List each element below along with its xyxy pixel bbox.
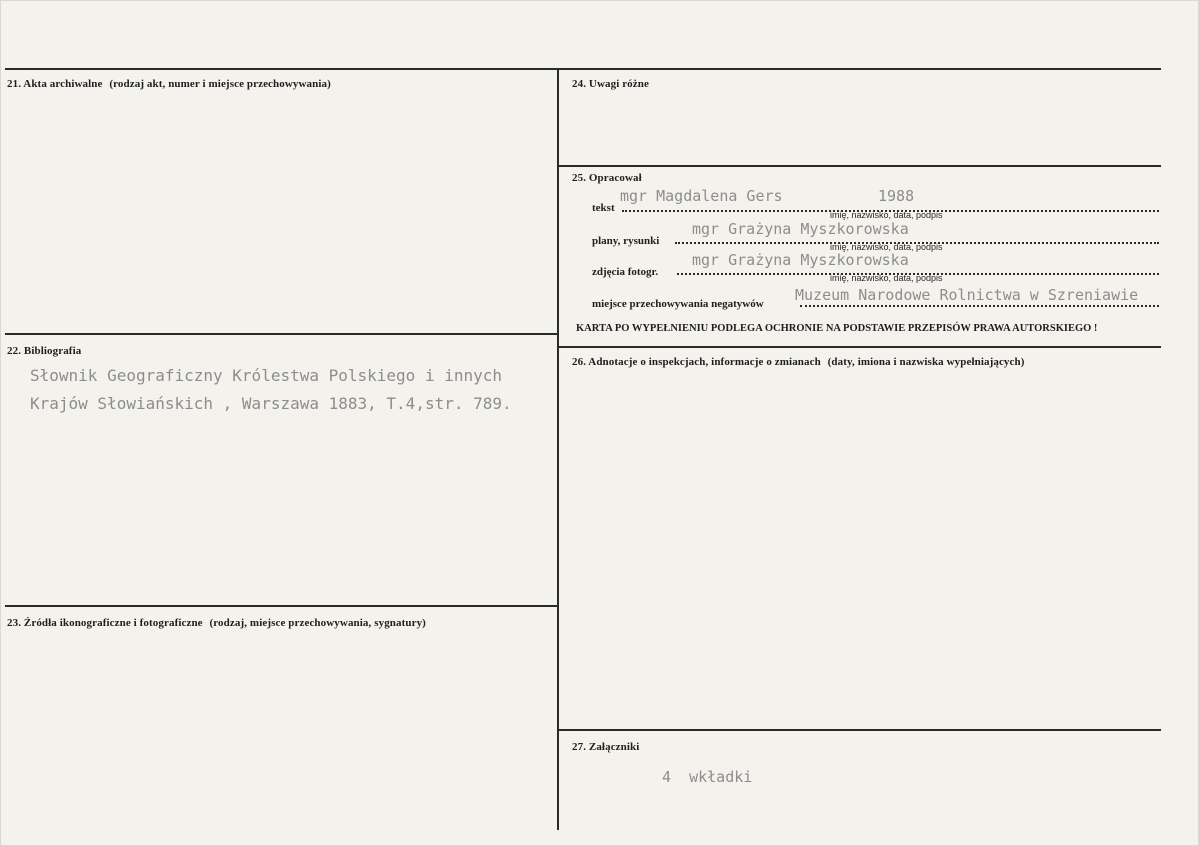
section-26-label (572, 356, 1025, 368)
section-27-label (572, 741, 639, 753)
section-26-sublabel: (daty, imiona i nazwiska wypełniających) (827, 356, 1025, 368)
zdjecia-hint: imię, nazwisko, data, podpis (830, 273, 943, 283)
divider-25-26 (558, 346, 1161, 348)
divider-24-25 (558, 165, 1161, 167)
section-23-label (7, 617, 426, 629)
zdjecia-value: mgr Grażyna Myszkorowska (692, 251, 909, 269)
center-divider (557, 68, 559, 830)
plany-hint: imię, nazwisko, data, podpis (830, 242, 943, 252)
divider-21-22 (5, 333, 558, 335)
divider-26-27 (558, 729, 1161, 731)
section-26-title: 26. Adnotacje o inspekcjach, informacje o zmianach (572, 356, 821, 368)
section-22-title: 22. Bibliografia (7, 345, 82, 357)
divider-22-23 (5, 605, 558, 607)
tekst-label: tekst (592, 202, 615, 214)
negatywy-dotted-line (800, 305, 1159, 307)
plany-value: mgr Grażyna Myszkorowska (692, 220, 909, 238)
section-21-label (7, 78, 331, 90)
negatywy-value: Muzeum Narodowe Rolnictwa w Szreniawie (795, 286, 1139, 304)
section-27-title: 27. Załączniki (572, 741, 640, 753)
section-24-title: 24. Uwagi różne (572, 78, 649, 90)
copyright-notice: KARTA PO WYPEŁNIENIU PODLEGA OCHRONIE NA PODSTAWIE PRZEPISÓW PRAWA AUTORSKIEGO ! (576, 323, 1098, 334)
zdjecia-label: zdjęcia fotogr. (592, 266, 659, 278)
plany-label: plany, rysunki (592, 235, 660, 247)
section-25-label (572, 172, 642, 184)
section-21-sublabel: (rodzaj akt, numer i miejsce przechowywania) (109, 78, 331, 90)
tekst-year: 1988 (878, 187, 915, 205)
section-23-sublabel: (rodzaj, miejsce przechowywania, sygnatury) (209, 617, 426, 629)
bibliography-line-2: Krajów Słowiańskich , Warszawa 1883, T.4,str. 789. (30, 394, 512, 413)
section-23-title: 23. Źródła ikonograficzne i fotograficzne (7, 617, 203, 629)
section-22-label (7, 345, 81, 357)
attachments-value: 4 wkładki (662, 768, 753, 786)
section-21-title: 21. Akta archiwalne (7, 78, 103, 90)
tekst-hint: imię, nazwisko, data, podpis (830, 210, 943, 220)
section-24-label (572, 78, 649, 90)
section-25-title: 25. Opracował (572, 172, 642, 184)
bibliography-line-1: Słownik Geograficzny Królestwa Polskiego i innych (30, 366, 503, 385)
top-rule (5, 68, 1161, 70)
negatywy-label: miejsce przechowywania negatywów (592, 298, 764, 310)
tekst-value: mgr Magdalena Gers (620, 187, 783, 205)
